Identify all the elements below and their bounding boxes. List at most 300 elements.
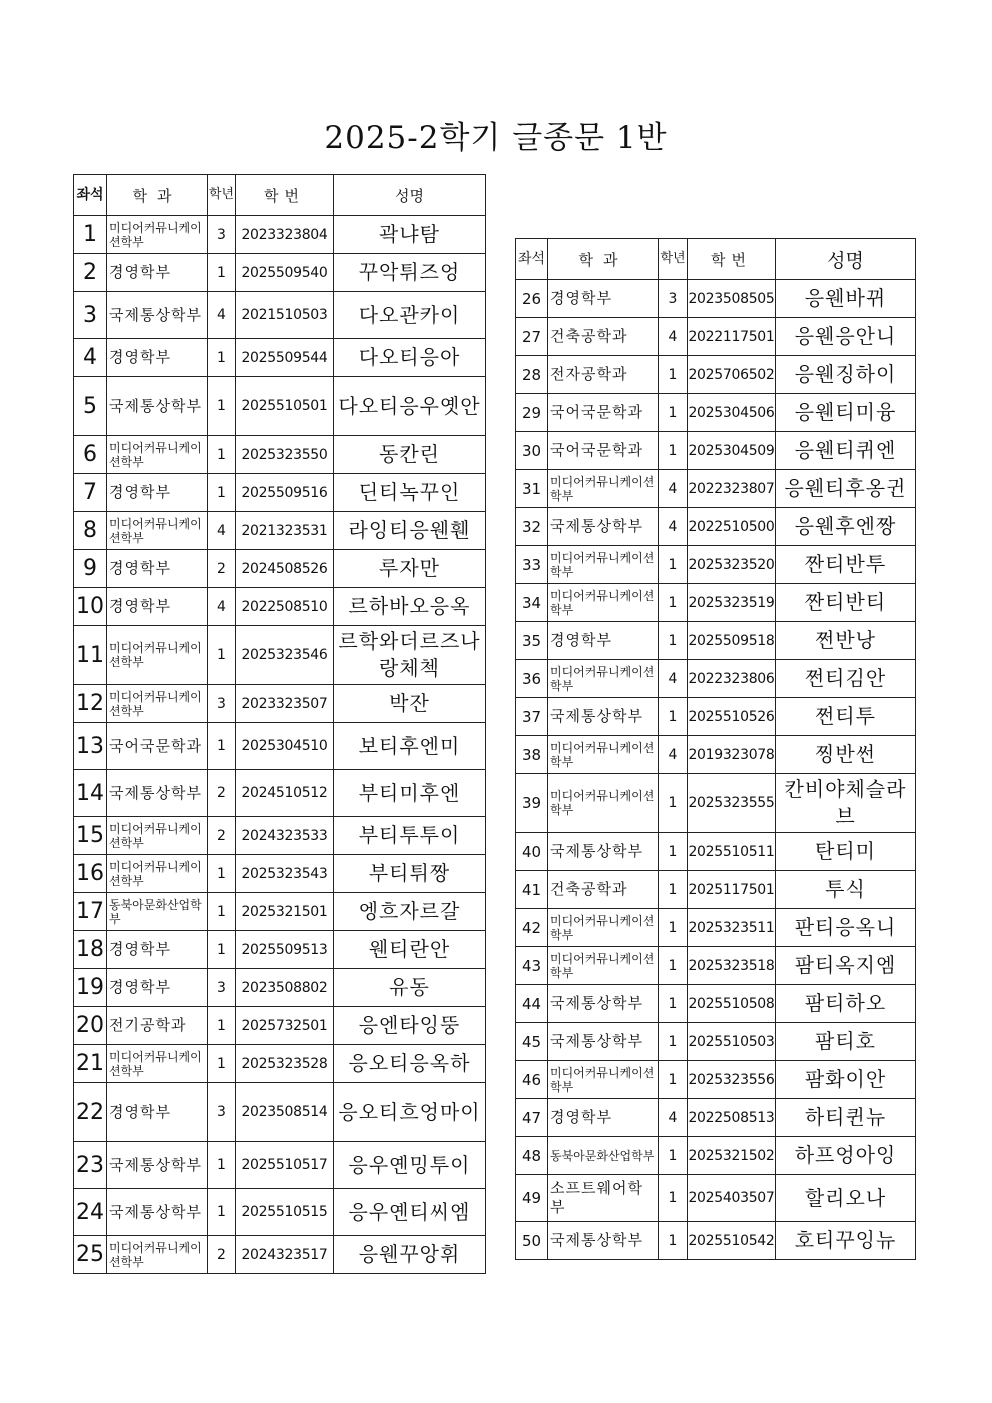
student-id: 2023323507 [236,685,334,723]
grade-year: 4 [659,508,688,546]
student-id: 2019323078 [688,736,776,774]
student-name: 응엔타잉뚱 [334,1007,486,1045]
table-row [516,394,916,432]
grade-year: 1 [659,584,688,622]
seat-number: 2 [74,254,107,292]
seat-number: 37 [516,698,548,736]
student-id: 2025323543 [236,855,334,893]
seat-number: 24 [74,1189,107,1236]
department: 미디어커뮤니케이션학부 [548,470,659,508]
seat-number: 7 [74,474,107,512]
student-id: 2025304509 [688,432,776,470]
department: 미디어커뮤니케이션학부 [107,1045,208,1083]
grade-year: 1 [659,1137,688,1175]
seat-number: 28 [516,356,548,394]
student-id: 2024510512 [236,770,334,817]
seat-number: 25 [74,1236,107,1274]
grade-year: 1 [659,1061,688,1099]
table-row [74,1236,486,1274]
table-header-row [516,239,916,280]
student-name: 칸비야체슬라브 [776,774,916,833]
seat-number: 29 [516,394,548,432]
department: 국어국문학과 [548,432,659,470]
seat-number: 39 [516,774,548,833]
student-id: 2021510503 [236,292,334,339]
table-row [516,470,916,508]
table-row [74,377,486,436]
department: 국제통상학부 [107,292,208,339]
grade-year: 3 [208,216,236,254]
department: 미디어커뮤니케이션학부 [107,216,208,254]
student-name: 보티후엔미 [334,723,486,770]
department: 전기공학과 [107,1007,208,1045]
department: 국제통상학부 [107,377,208,436]
header-seat: 좌석 [516,239,548,280]
grade-year: 3 [208,969,236,1007]
grade-year: 2 [208,770,236,817]
grade-year: 4 [659,1099,688,1137]
student-name: 투식 [776,871,916,909]
table-row [74,931,486,969]
seat-number: 4 [74,339,107,377]
student-name: 찡반썬 [776,736,916,774]
header-name: 성명 [776,239,916,280]
seat-number: 34 [516,584,548,622]
student-id: 2023508505 [688,280,776,318]
department: 국제통상학부 [107,1189,208,1236]
table-row [516,584,916,622]
student-name: 응웬후엔짱 [776,508,916,546]
department: 국제통상학부 [548,833,659,871]
student-name: 호티꾸잉뉴 [776,1222,916,1260]
student-id: 2025509518 [688,622,776,660]
table-row [516,947,916,985]
grade-year: 1 [659,698,688,736]
table-row [74,893,486,931]
table-row [74,817,486,855]
student-id: 2025510508 [688,985,776,1023]
seat-number: 50 [516,1222,548,1260]
student-id: 2025304506 [688,394,776,432]
table-row [516,546,916,584]
table-row [516,622,916,660]
table-row [516,1061,916,1099]
header-year: 학년 [208,175,236,216]
student-id: 2025510503 [688,1023,776,1061]
seat-number: 35 [516,622,548,660]
department: 경영학부 [107,254,208,292]
department: 경영학부 [107,931,208,969]
table-header-row [74,175,486,216]
table-row [74,474,486,512]
student-id: 2025509544 [236,339,334,377]
department: 미디어커뮤니케이션학부 [548,660,659,698]
student-name: 쩐티투 [776,698,916,736]
table-row [516,736,916,774]
student-id: 2023323804 [236,216,334,254]
roster-table-left [73,174,486,1274]
student-name: 팜티옥지엠 [776,947,916,985]
grade-year: 1 [208,626,236,685]
header-dept: 학과 [107,175,208,216]
grade-year: 4 [208,588,236,626]
department: 국제통상학부 [107,1142,208,1189]
table-row [516,432,916,470]
seat-number: 30 [516,432,548,470]
student-name: 루자만 [334,550,486,588]
grade-year: 1 [208,339,236,377]
department: 전자공학과 [548,356,659,394]
header-id: 학번 [688,239,776,280]
student-name: 팜티하오 [776,985,916,1023]
student-id: 2022323806 [688,660,776,698]
seat-number: 42 [516,909,548,947]
table-row [516,698,916,736]
student-id: 2025509540 [236,254,334,292]
seat-number: 17 [74,893,107,931]
grade-year: 1 [208,254,236,292]
student-id: 2022323807 [688,470,776,508]
table-row [74,1007,486,1045]
department: 경영학부 [548,280,659,318]
student-name: 응웬징하이 [776,356,916,394]
department: 미디어커뮤니케이션학부 [548,947,659,985]
department: 미디어커뮤니케이션학부 [107,855,208,893]
seat-number: 8 [74,512,107,550]
student-name: 부티투투이 [334,817,486,855]
student-id: 2025510501 [236,377,334,436]
student-id: 2025323518 [688,947,776,985]
department: 경영학부 [107,474,208,512]
table-row [516,1099,916,1137]
roster-table-right [515,238,916,1260]
student-id: 2023508802 [236,969,334,1007]
student-id: 2025732501 [236,1007,334,1045]
student-name: 쩐티김안 [776,660,916,698]
seat-number: 27 [516,318,548,356]
student-id: 2025323520 [688,546,776,584]
student-name: 르학와더르즈나랑체첵 [334,626,486,685]
header-year: 학년 [659,239,688,280]
student-name: 팜티호 [776,1023,916,1061]
department: 국제통상학부 [548,1222,659,1260]
seat-number: 46 [516,1061,548,1099]
table-row [74,685,486,723]
seat-number: 23 [74,1142,107,1189]
table-row [74,339,486,377]
department: 경영학부 [107,339,208,377]
table-row [74,723,486,770]
grade-year: 1 [208,931,236,969]
grade-year: 1 [208,1142,236,1189]
student-id: 2025323519 [688,584,776,622]
student-id: 2025323546 [236,626,334,685]
table-row [516,1023,916,1061]
student-id: 2025510526 [688,698,776,736]
student-name: 웬티란안 [334,931,486,969]
table-row [516,508,916,546]
grade-year: 1 [208,1189,236,1236]
seat-number: 14 [74,770,107,817]
seat-number: 13 [74,723,107,770]
student-name: 탄티미 [776,833,916,871]
table-row [74,626,486,685]
department: 미디어커뮤니케이션학부 [548,1061,659,1099]
grade-year: 1 [208,1045,236,1083]
seat-number: 1 [74,216,107,254]
student-id: 2022508513 [688,1099,776,1137]
seat-number: 47 [516,1099,548,1137]
student-id: 2024323517 [236,1236,334,1274]
department: 경영학부 [548,1099,659,1137]
grade-year: 1 [208,893,236,931]
student-id: 2025323556 [688,1061,776,1099]
department: 국어국문학과 [548,394,659,432]
table-row [74,512,486,550]
table-row [74,254,486,292]
student-name: 르하바오응옥 [334,588,486,626]
table-row [74,969,486,1007]
seat-number: 21 [74,1045,107,1083]
department: 미디어커뮤니케이션학부 [548,909,659,947]
department: 소프트웨어학부 [548,1175,659,1222]
table-row [516,774,916,833]
table-row [74,550,486,588]
seat-number: 6 [74,436,107,474]
student-id: 2025403507 [688,1175,776,1222]
student-name: 응오티응옥하 [334,1045,486,1083]
department: 미디어커뮤니케이션학부 [107,512,208,550]
department: 동북아문화산업학부 [548,1137,659,1175]
seat-number: 33 [516,546,548,584]
table-row [516,1222,916,1260]
student-name: 할리오나 [776,1175,916,1222]
grade-year: 1 [659,909,688,947]
seat-number: 31 [516,470,548,508]
grade-year: 1 [659,622,688,660]
seat-number: 19 [74,969,107,1007]
grade-year: 2 [208,817,236,855]
student-name: 부티튀짱 [334,855,486,893]
grade-year: 4 [659,470,688,508]
department: 국제통상학부 [548,508,659,546]
grade-year: 1 [659,1023,688,1061]
department: 동북아문화산업학부 [107,893,208,931]
department: 건축공학과 [548,318,659,356]
grade-year: 2 [208,550,236,588]
grade-year: 1 [659,1175,688,1222]
seat-number: 36 [516,660,548,698]
student-name: 다오티응우옛안 [334,377,486,436]
seat-number: 44 [516,985,548,1023]
grade-year: 4 [208,292,236,339]
seat-number: 11 [74,626,107,685]
grade-year: 3 [208,685,236,723]
grade-year: 1 [208,377,236,436]
table-row [516,660,916,698]
department: 미디어커뮤니케이션학부 [548,774,659,833]
grade-year: 1 [659,833,688,871]
student-name: 응웬티퀴엔 [776,432,916,470]
table-row [74,855,486,893]
student-name: 하프엉아잉 [776,1137,916,1175]
page-title: 2025-2학기 글종문 1반 [324,120,668,156]
student-id: 2025321501 [236,893,334,931]
department: 국제통상학부 [548,1023,659,1061]
seat-number: 43 [516,947,548,985]
student-name: 엥흐자르갈 [334,893,486,931]
table-row [516,1137,916,1175]
department: 미디어커뮤니케이션학부 [107,436,208,474]
student-name: 쩐반낭 [776,622,916,660]
table-row [516,318,916,356]
table-row [516,356,916,394]
student-id: 2025706502 [688,356,776,394]
header-name: 성명 [334,175,486,216]
seat-number: 20 [74,1007,107,1045]
student-name: 동칸린 [334,436,486,474]
table-row [74,1189,486,1236]
header-id: 학번 [236,175,334,216]
table-row [516,280,916,318]
seat-number: 41 [516,871,548,909]
grade-year: 3 [208,1083,236,1142]
seat-number: 48 [516,1137,548,1175]
department: 미디어커뮤니케이션학부 [548,736,659,774]
department: 경영학부 [548,622,659,660]
student-id: 2021323531 [236,512,334,550]
student-name: 박잔 [334,685,486,723]
student-id: 2025510542 [688,1222,776,1260]
seat-number: 26 [516,280,548,318]
student-name: 부티미후엔 [334,770,486,817]
grade-year: 4 [659,660,688,698]
student-name: 하티퀸뉴 [776,1099,916,1137]
seat-number: 40 [516,833,548,871]
table-row [74,436,486,474]
table-row [74,1083,486,1142]
table-row [516,985,916,1023]
department: 국제통상학부 [107,770,208,817]
student-name: 꾸악튀즈엉 [334,254,486,292]
student-name: 응웬바뀌 [776,280,916,318]
department: 건축공학과 [548,871,659,909]
department: 경영학부 [107,1083,208,1142]
seat-number: 22 [74,1083,107,1142]
student-name: 응우옌밍투이 [334,1142,486,1189]
grade-year: 4 [659,318,688,356]
table-row [516,1175,916,1222]
department: 경영학부 [107,550,208,588]
department: 국어국문학과 [107,723,208,770]
seat-number: 16 [74,855,107,893]
student-name: 다오티응아 [334,339,486,377]
student-id: 2025323511 [688,909,776,947]
grade-year: 1 [659,985,688,1023]
department: 미디어커뮤니케이션학부 [107,685,208,723]
student-name: 응웬티미융 [776,394,916,432]
department: 국제통상학부 [548,698,659,736]
student-id: 2022117501 [688,318,776,356]
grade-year: 4 [659,736,688,774]
student-id: 2025117501 [688,871,776,909]
table-row [74,216,486,254]
grade-year: 1 [659,394,688,432]
student-name: 딘티녹꾸인 [334,474,486,512]
student-name: 곽냐탐 [334,216,486,254]
student-id: 2023508514 [236,1083,334,1142]
grade-year: 1 [659,947,688,985]
department: 국제통상학부 [548,985,659,1023]
student-id: 2025321502 [688,1137,776,1175]
grade-year: 1 [659,356,688,394]
department: 미디어커뮤니케이션학부 [107,626,208,685]
grade-year: 4 [208,512,236,550]
student-name: 짠티반투 [776,546,916,584]
grade-year: 1 [208,474,236,512]
department: 미디어커뮤니케이션학부 [548,546,659,584]
grade-year: 1 [208,723,236,770]
grade-year: 3 [659,280,688,318]
table-row [74,292,486,339]
table-row [74,1045,486,1083]
seat-number: 32 [516,508,548,546]
grade-year: 1 [208,855,236,893]
grade-year: 1 [659,546,688,584]
table-row [516,909,916,947]
student-id: 2025510517 [236,1142,334,1189]
header-dept: 학과 [548,239,659,280]
student-name: 판티응옥니 [776,909,916,947]
student-id: 2025509516 [236,474,334,512]
table-row [516,871,916,909]
grade-year: 1 [659,432,688,470]
student-id: 2025304510 [236,723,334,770]
student-name: 유동 [334,969,486,1007]
student-name: 다오관카이 [334,292,486,339]
seat-number: 49 [516,1175,548,1222]
department: 미디어커뮤니케이션학부 [548,584,659,622]
student-id: 2025323550 [236,436,334,474]
student-id: 2025509513 [236,931,334,969]
student-name: 응오티흐엉마이 [334,1083,486,1142]
student-name: 응웬꾸앙휘 [334,1236,486,1274]
student-id: 2025510515 [236,1189,334,1236]
table-row [74,770,486,817]
grade-year: 1 [659,1222,688,1260]
student-name: 응우옌티씨엠 [334,1189,486,1236]
student-id: 2024508526 [236,550,334,588]
department: 미디어커뮤니케이션학부 [107,1236,208,1274]
header-seat: 좌석 [74,175,107,216]
table-row [74,588,486,626]
student-id: 2022510500 [688,508,776,546]
department: 경영학부 [107,588,208,626]
student-name: 응웬티후옹귄 [776,470,916,508]
table-row [74,1142,486,1189]
seat-number: 9 [74,550,107,588]
grade-year: 2 [208,1236,236,1274]
student-id: 2024323533 [236,817,334,855]
department: 경영학부 [107,969,208,1007]
seat-number: 45 [516,1023,548,1061]
grade-year: 1 [208,436,236,474]
grade-year: 1 [659,774,688,833]
student-id: 2025323555 [688,774,776,833]
seat-number: 38 [516,736,548,774]
seat-number: 5 [74,377,107,436]
student-id: 2025323528 [236,1045,334,1083]
